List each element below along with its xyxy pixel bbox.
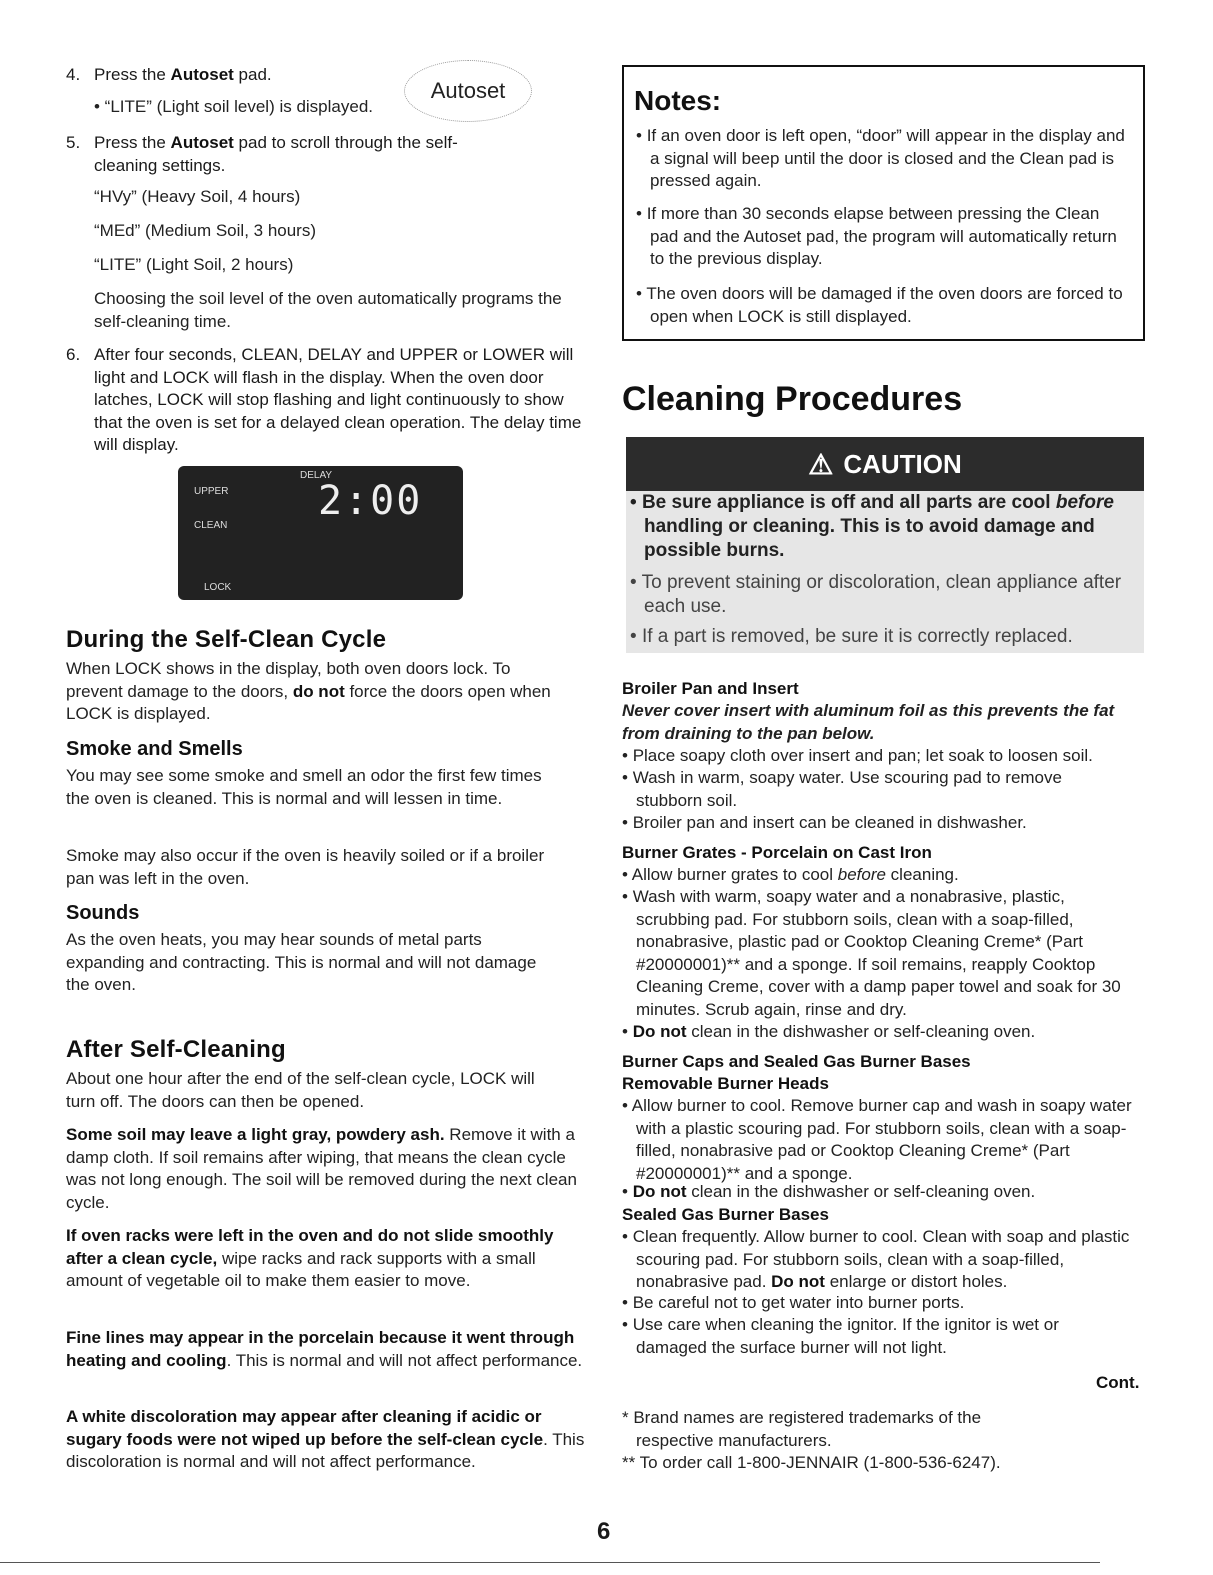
caps-heading-1: Burner Caps and Sealed Gas Burner Bases <box>622 1052 971 1071</box>
display-time: 2:00 <box>318 478 423 524</box>
during-text: When LOCK shows in the display, both oven doors lock. To prevent damage to the doors, do not force the doors open when LOCK is displayed. <box>66 659 551 723</box>
grates-heading: Burner Grates - Porcelain on Cast Iron <box>622 843 932 862</box>
warning-icon: ⚠ <box>808 448 834 480</box>
sounds-text: As the oven heats, you may hear sounds of metal parts expanding and contracting. This is normal and will not damage the oven. <box>66 930 537 994</box>
note-3: • The oven doors will be damaged if the oven doors are forced to open when LOCK is still displayed. <box>636 284 1123 326</box>
broiler-warning: Never cover insert with aluminum foil as this prevents the fat from draining to the pan below. <box>622 701 1115 743</box>
autoset-pad-illustration: Autoset <box>404 60 532 122</box>
grates-item-1: • Allow burner grates to cool before cleaning. <box>622 865 959 884</box>
setting-medium: “MEd” (Medium Soil, 3 hours) <box>94 221 317 240</box>
broiler-item-1: • Place soapy cloth over insert and pan; let soak to loosen soil. <box>622 746 1093 765</box>
oven-display-illustration <box>178 466 463 600</box>
broiler-heading: Broiler Pan and Insert <box>622 679 799 698</box>
notes-box <box>622 65 1145 341</box>
sealed-item-3: • Use care when cleaning the ignitor. If the ignitor is wet or damaged the surface burner will not light. <box>622 1315 1059 1357</box>
during-heading: During the Self-Clean Cycle <box>66 626 387 653</box>
continued-label: Cont. <box>1096 1373 1140 1392</box>
caution-item-3: • If a part is removed, be sure it is correctly replaced. <box>630 626 1073 647</box>
caps-item-2: • Do not clean in the dishwasher or self-cleaning oven. <box>622 1182 1036 1201</box>
setting-heavy: “HVy” (Heavy Soil, 4 hours) <box>94 187 301 206</box>
cleaning-procedures-heading: Cleaning Procedures <box>622 380 963 418</box>
note-1: • If an oven door is left open, “door” will appear in the display and a signal will beep until the door is closed and the Clean pad is pressed again. <box>636 126 1125 190</box>
smoke-para-2: Smoke may also occur if the oven is heavily soiled or if a broiler pan was left in the oven. <box>66 846 545 888</box>
footnote-order: ** To order call 1-800-JENNAIR (1-800-536-6247). <box>622 1453 1001 1472</box>
caps-item-1: • Allow burner to cool. Remove burner cap and wash in soapy water with a plastic scouring pad. For stubborn soils, clean with a soap-filled, nonabrasive pad or Cooktop Cleaning Creme* (Part #20000001)** and a sponge. <box>622 1096 1132 1183</box>
caution-item-1: • Be sure appliance is off and all parts are cool before handling or cleaning. This is to avoid damage and possible burns. <box>630 492 1114 561</box>
after-para-2: Some soil may leave a light gray, powdery ash. Remove it with a damp cloth. If soil remains after wiping, that means the clean cycle was not long enough. The soil will be removed during the next clean cycle. <box>66 1125 577 1212</box>
step-4-bullet: • “LITE” (Light soil level) is displayed. <box>94 97 373 116</box>
caps-heading-2: Removable Burner Heads <box>622 1074 829 1093</box>
broiler-item-3: • Broiler pan and insert can be cleaned in dishwasher. <box>622 813 1027 832</box>
step-5-note: Choosing the soil level of the oven automatically programs the self-cleaning time. <box>94 289 562 331</box>
caution-bar <box>626 437 1144 491</box>
display-clean-label: CLEAN <box>194 520 228 531</box>
after-para-1: About one hour after the end of the self-clean cycle, LOCK will turn off. The doors can then be opened. <box>66 1069 535 1111</box>
sealed-item-1: • Clean frequently. Allow burner to cool. Clean with soap and plastic scouring pad. For stubborn soils, clean with a soap-filled, nonabrasive pad. Do not enlarge or distort holes. <box>622 1227 1130 1291</box>
after-para-3: If oven racks were left in the oven and do not slide smoothly after a clean cycle, wipe racks and rack supports with a small amount of vegetable oil to make them easier to move. <box>66 1226 554 1290</box>
sounds-heading: Sounds <box>66 902 140 924</box>
bottom-rule <box>0 1562 1100 1563</box>
caution-box <box>626 491 1144 653</box>
notes-heading: Notes: <box>634 85 722 116</box>
caution-label: CAUTION <box>843 448 962 479</box>
setting-lite: “LITE” (Light Soil, 2 hours) <box>94 255 294 274</box>
display-lock-label: LOCK <box>204 582 232 593</box>
smoke-para-1: You may see some smoke and smell an odor the first few times the oven is cleaned. This is normal and will lessen in time. <box>66 766 542 808</box>
after-para-4: Fine lines may appear in the porcelain because it went through heating and cooling. This is normal and will not affect performance. <box>66 1328 583 1370</box>
after-heading: After Self-Cleaning <box>66 1036 286 1063</box>
after-para-5: A white discoloration may appear after cleaning if acidic or sugary foods were not wiped up before the self-clean cycle. This discoloration is normal and will not affect performance. <box>66 1407 585 1471</box>
grates-item-3: • Do not clean in the dishwasher or self-cleaning oven. <box>622 1022 1036 1041</box>
grates-item-2: • Wash with warm, soapy water and a nonabrasive, plastic, scrubbing pad. For stubborn soils, clean with a soap-filled, nonabrasive, plastic pad or Cooktop Cleaning Creme* (Part #20000001)** and a sponge. If soil remains, reapply Cooktop Cleaning Creme, cover with a damp paper towel and soak for 30 minutes. Scrub again, rinse and dry. <box>622 887 1121 1019</box>
sealed-item-2: • Be careful not to get water into burner ports. <box>622 1293 965 1312</box>
broiler-item-2: • Wash in warm, soapy water. Use scouring pad to remove stubborn soil. <box>622 768 1062 810</box>
page-number: 6 <box>597 1518 611 1545</box>
note-2: • If more than 30 seconds elapse between pressing the Clean pad and the Autoset pad, the program will automatically return to the previous display. <box>636 204 1117 268</box>
sealed-heading: Sealed Gas Burner Bases <box>622 1205 829 1224</box>
display-delay-label: DELAY <box>300 470 333 481</box>
caution-item-2: • To prevent staining or discoloration, clean appliance after each use. <box>630 572 1122 617</box>
footnote-trademarks: * Brand names are registered trademarks of the respective manufacturers. <box>622 1408 982 1450</box>
display-upper-label: UPPER <box>194 486 229 497</box>
smoke-heading: Smoke and Smells <box>66 738 243 760</box>
